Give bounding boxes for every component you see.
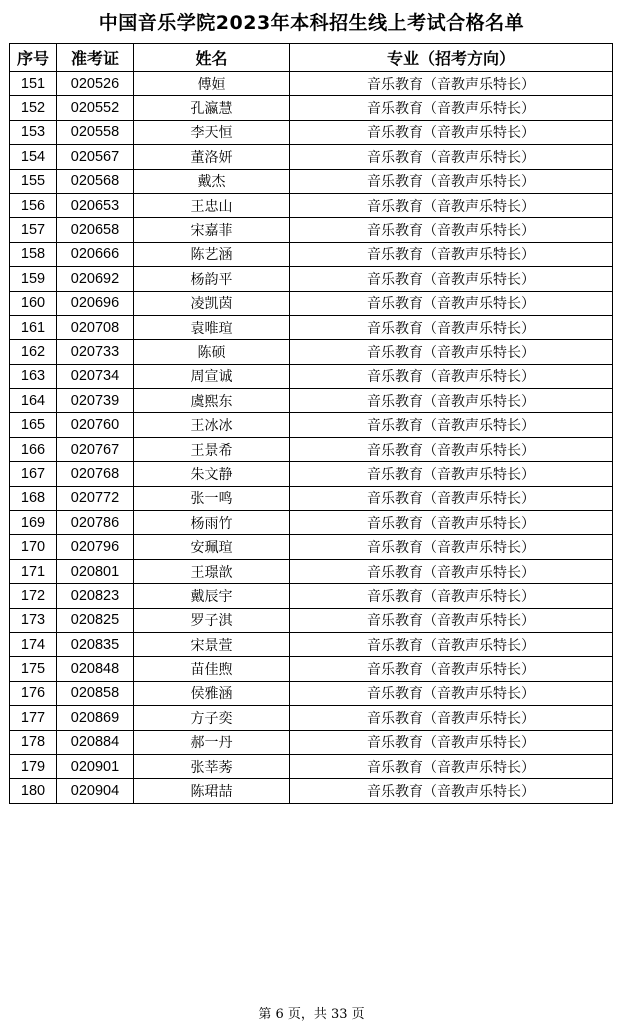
table-row	[10, 584, 613, 608]
cell-major: 音乐教育（音教声乐特长）	[290, 242, 613, 266]
table-row	[10, 511, 613, 535]
cell-major: 音乐教育（音教声乐特长）	[290, 389, 613, 413]
cell-seq: 164	[10, 389, 57, 413]
table-row	[10, 730, 613, 754]
table-row	[10, 291, 613, 315]
cell-seq: 160	[10, 291, 57, 315]
cell-name: 杨韵平	[134, 267, 290, 291]
table-row	[10, 706, 613, 730]
cell-exam-id: 020733	[57, 340, 134, 364]
cell-name: 罗子淇	[134, 608, 290, 632]
cell-name: 王忠山	[134, 193, 290, 217]
header-exam-id: 准考证	[57, 44, 134, 72]
cell-seq: 178	[10, 730, 57, 754]
cell-seq: 168	[10, 486, 57, 510]
page-title: 中国音乐学院2023年本科招生线上考试合格名单	[98, 12, 525, 34]
cell-exam-id: 020567	[57, 145, 134, 169]
cell-exam-id: 020772	[57, 486, 134, 510]
cell-name: 陈珺喆	[134, 779, 290, 803]
cell-major: 音乐教育（音教声乐特长）	[290, 169, 613, 193]
header-row	[10, 44, 613, 72]
cell-major: 音乐教育（音教声乐特长）	[290, 145, 613, 169]
table-header	[10, 44, 613, 72]
cell-major: 音乐教育（音教声乐特长）	[290, 413, 613, 437]
table-row	[10, 657, 613, 681]
header-major: 专业（招考方向）	[290, 44, 613, 72]
cell-exam-id: 020801	[57, 559, 134, 583]
table-row	[10, 364, 613, 388]
cell-exam-id: 020835	[57, 632, 134, 656]
cell-exam-id: 020558	[57, 120, 134, 144]
cell-major: 音乐教育（音教声乐特长）	[290, 218, 613, 242]
header-seq: 序号	[10, 44, 57, 72]
cell-name: 郝一丹	[134, 730, 290, 754]
cell-seq: 172	[10, 584, 57, 608]
cell-major: 音乐教育（音教声乐特长）	[290, 584, 613, 608]
cell-name: 戴辰宇	[134, 584, 290, 608]
cell-seq: 157	[10, 218, 57, 242]
cell-name: 张一鸣	[134, 486, 290, 510]
table-row	[10, 267, 613, 291]
cell-name: 董洛妍	[134, 145, 290, 169]
cell-major: 音乐教育（音教声乐特长）	[290, 657, 613, 681]
cell-seq: 162	[10, 340, 57, 364]
cell-name: 张莘莠	[134, 754, 290, 778]
cell-name: 朱文静	[134, 462, 290, 486]
cell-major: 音乐教育（音教声乐特长）	[290, 462, 613, 486]
cell-name: 李天恒	[134, 120, 290, 144]
cell-exam-id: 020568	[57, 169, 134, 193]
cell-seq: 180	[10, 779, 57, 803]
cell-seq: 174	[10, 632, 57, 656]
cell-major: 音乐教育（音教声乐特长）	[290, 706, 613, 730]
cell-seq: 167	[10, 462, 57, 486]
cell-seq: 179	[10, 754, 57, 778]
cell-major: 音乐教育（音教声乐特长）	[290, 437, 613, 461]
cell-seq: 154	[10, 145, 57, 169]
cell-seq: 170	[10, 535, 57, 559]
table-row	[10, 96, 613, 120]
table-row	[10, 242, 613, 266]
cell-exam-id: 020858	[57, 681, 134, 705]
cell-major: 音乐教育（音教声乐特长）	[290, 267, 613, 291]
table-row	[10, 72, 613, 96]
cell-exam-id: 020848	[57, 657, 134, 681]
cell-major: 音乐教育（音教声乐特长）	[290, 730, 613, 754]
cell-major: 音乐教育（音教声乐特长）	[290, 340, 613, 364]
table-row	[10, 754, 613, 778]
results-table	[9, 43, 613, 804]
table-row	[10, 340, 613, 364]
cell-name: 王璟歆	[134, 559, 290, 583]
table-row	[10, 559, 613, 583]
cell-exam-id: 020904	[57, 779, 134, 803]
table-row	[10, 486, 613, 510]
cell-seq: 171	[10, 559, 57, 583]
table-row	[10, 315, 613, 339]
cell-seq: 175	[10, 657, 57, 681]
cell-major: 音乐教育（音教声乐特长）	[290, 291, 613, 315]
cell-exam-id: 020658	[57, 218, 134, 242]
cell-name: 袁唯瑄	[134, 315, 290, 339]
cell-major: 音乐教育（音教声乐特长）	[290, 559, 613, 583]
cell-seq: 156	[10, 193, 57, 217]
cell-major: 音乐教育（音教声乐特长）	[290, 486, 613, 510]
cell-name: 王冰冰	[134, 413, 290, 437]
cell-major: 音乐教育（音教声乐特长）	[290, 193, 613, 217]
table-row	[10, 145, 613, 169]
cell-exam-id: 020760	[57, 413, 134, 437]
cell-name: 宋景萱	[134, 632, 290, 656]
cell-major: 音乐教育（音教声乐特长）	[290, 681, 613, 705]
cell-major: 音乐教育（音教声乐特长）	[290, 364, 613, 388]
cell-exam-id: 020666	[57, 242, 134, 266]
table-body	[10, 72, 613, 804]
cell-seq: 151	[10, 72, 57, 96]
cell-major: 音乐教育（音教声乐特长）	[290, 96, 613, 120]
cell-seq: 163	[10, 364, 57, 388]
table-row	[10, 535, 613, 559]
cell-seq: 166	[10, 437, 57, 461]
cell-exam-id: 020739	[57, 389, 134, 413]
cell-exam-id: 020823	[57, 584, 134, 608]
cell-major: 音乐教育（音教声乐特长）	[290, 535, 613, 559]
cell-major: 音乐教育（音教声乐特长）	[290, 120, 613, 144]
cell-exam-id: 020552	[57, 96, 134, 120]
cell-name: 傅姮	[134, 72, 290, 96]
cell-major: 音乐教育（音教声乐特长）	[290, 72, 613, 96]
cell-name: 戴杰	[134, 169, 290, 193]
cell-seq: 177	[10, 706, 57, 730]
cell-name: 陈硕	[134, 340, 290, 364]
cell-exam-id: 020526	[57, 72, 134, 96]
cell-exam-id: 020696	[57, 291, 134, 315]
cell-exam-id: 020786	[57, 511, 134, 535]
table-row	[10, 413, 613, 437]
cell-exam-id: 020653	[57, 193, 134, 217]
cell-exam-id: 020767	[57, 437, 134, 461]
cell-name: 杨雨竹	[134, 511, 290, 535]
table-row	[10, 632, 613, 656]
cell-exam-id: 020708	[57, 315, 134, 339]
cell-name: 方子奕	[134, 706, 290, 730]
cell-seq: 152	[10, 96, 57, 120]
cell-seq: 155	[10, 169, 57, 193]
cell-exam-id: 020884	[57, 730, 134, 754]
cell-name: 虞熙东	[134, 389, 290, 413]
cell-seq: 158	[10, 242, 57, 266]
cell-seq: 165	[10, 413, 57, 437]
table-row	[10, 437, 613, 461]
cell-exam-id: 020768	[57, 462, 134, 486]
cell-seq: 161	[10, 315, 57, 339]
table-row	[10, 681, 613, 705]
cell-name: 周宣诚	[134, 364, 290, 388]
cell-exam-id: 020901	[57, 754, 134, 778]
cell-name: 陈艺涵	[134, 242, 290, 266]
table-row	[10, 462, 613, 486]
cell-exam-id: 020796	[57, 535, 134, 559]
cell-name: 安珮瑄	[134, 535, 290, 559]
cell-major: 音乐教育（音教声乐特长）	[290, 315, 613, 339]
cell-exam-id: 020869	[57, 706, 134, 730]
cell-major: 音乐教育（音教声乐特长）	[290, 608, 613, 632]
cell-major: 音乐教育（音教声乐特长）	[290, 779, 613, 803]
cell-name: 孔瀛慧	[134, 96, 290, 120]
cell-major: 音乐教育（音教声乐特长）	[290, 632, 613, 656]
cell-exam-id: 020734	[57, 364, 134, 388]
cell-exam-id: 020825	[57, 608, 134, 632]
header-name: 姓名	[134, 44, 290, 72]
table-row	[10, 608, 613, 632]
cell-seq: 153	[10, 120, 57, 144]
cell-major: 音乐教育（音教声乐特长）	[290, 754, 613, 778]
table-row	[10, 193, 613, 217]
cell-name: 凌凯茵	[134, 291, 290, 315]
table-row	[10, 389, 613, 413]
cell-exam-id: 020692	[57, 267, 134, 291]
page-footer: 第 6 页，共 33 页	[258, 1007, 365, 1022]
cell-seq: 176	[10, 681, 57, 705]
cell-major: 音乐教育（音教声乐特长）	[290, 511, 613, 535]
cell-seq: 159	[10, 267, 57, 291]
cell-seq: 169	[10, 511, 57, 535]
table-row	[10, 120, 613, 144]
cell-name: 苗佳煦	[134, 657, 290, 681]
table-row	[10, 218, 613, 242]
cell-name: 侯雅涵	[134, 681, 290, 705]
cell-seq: 173	[10, 608, 57, 632]
table-row	[10, 169, 613, 193]
cell-name: 宋嘉菲	[134, 218, 290, 242]
table-row	[10, 779, 613, 803]
cell-name: 王景希	[134, 437, 290, 461]
